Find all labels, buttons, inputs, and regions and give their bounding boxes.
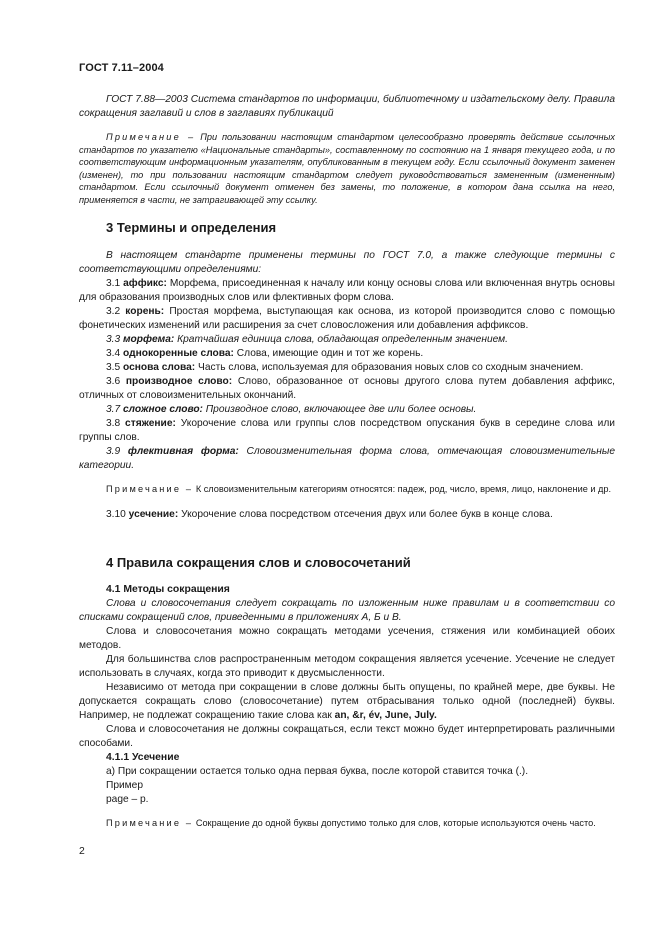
term-3-7: 3.7 сложное слово: Производное слово, включающее две или более основы.	[106, 404, 477, 415]
term-3-5: 3.5 основа слова: Часть слова, используемая для образования новых слов со сходным значением.	[106, 362, 584, 373]
paragraph: Слова и словосочетания не должны сокращаться, если текст можно будет интерпретировать различными способами.	[79, 724, 615, 749]
note-label: Примечание –	[106, 484, 194, 494]
examples-bold: an, &r, év, June, July.	[334, 710, 437, 721]
example-label: Пример	[106, 780, 144, 791]
term-3-1: 3.1 аффикс: Морфема, присоединенная к началу или концу основы слова или включенная внутрь основы для образования производных слов или флективных форм слова.	[79, 278, 615, 303]
note-text: При пользовании настоящим стандартом целесообразно проверять действие ссылочных стандартов по указателю «Национальные стандарты», составленному по состоянию на 1 января текущего года, и по соответствующим информационным указателям, опубликованным в текущем году. Если ссылочный документ заменен (изменен), то при пользовании настоящим стандартом следует руководствоваться замененным (измененным) стандартом. Если ссылочный документ отменен без замены, то положение, в котором дана ссылка на него, применяется в части, не затрагивающей эту ссылку.	[79, 132, 615, 205]
normative-references	[79, 93, 615, 207]
section-4-title: 4 Правила сокращения слов и словосочетаний	[106, 555, 411, 570]
term-3-6: 3.6 производное слово: Слово, образованное от основы другого слова путем добавления аффикс, отличных от словоизменительных окончаний.	[79, 376, 616, 401]
document-header: ГОСТ 7.11–2004	[79, 62, 164, 74]
paragraph: Для большинства слов распространенным методом сокращения является усечение. Усечение не следует использовать в случаях, когда это приводит к двусмысленности.	[79, 654, 615, 679]
page-number: 2	[79, 846, 85, 857]
section-3	[79, 220, 615, 522]
section-3-title: 3 Термины и определения	[106, 220, 277, 235]
reference-item: ГОСТ 7.88—2003 Система стандартов по информации, библиотечному и издательскому делу. Правила сокращения заглавий и слов в заглавиях публикаций	[79, 94, 615, 119]
section-4	[79, 555, 615, 830]
note-text: Сокращение до одной буквы допустимо только для слов, которые используются очень часто.	[195, 818, 596, 828]
term-3-2: 3.2 корень: Простая морфема, выступающая как основа, из которой производится слово с помощью фонетических изменений или расширения за счет словосложения или добавления аффиксов.	[79, 306, 615, 331]
note-label: Примечание –	[106, 132, 196, 142]
section-3-intro: В настоящем стандарте применены термины по ГОСТ 7.0, а также следующие термины с соответствующими определениями:	[79, 250, 615, 275]
paragraph: а) При сокращении остается только одна первая буква, после которой ставится точка (.).	[106, 766, 529, 777]
note-text: К словоизменительным категориям относятся: падеж, род, число, время, лицо, наклонение и др.	[195, 484, 612, 494]
paragraph: Независимо от метода при сокращении в слове должны быть опущены, по крайней мере, две буквы. Не допускается сокращать слово (словосочетание) путем отбрасывания только одной (последней) буквы. Например, не подлежат сокращению такие слова как an, &r, év, June, July.	[79, 682, 615, 721]
term-3-3: 3.3 морфема: Кратчайшая единица слова, обладающая определенным значением.	[106, 334, 508, 345]
term-3-10: 3.10 усечение: Укорочение слова посредством отсечения двух или более букв в конце слова.	[106, 508, 553, 520]
subsection-4-1-title: 4.1 Методы сокращения	[106, 584, 230, 595]
subsection-4-1-1-title: 4.1.1 Усечение	[106, 752, 180, 763]
truncation-note	[79, 817, 615, 830]
example-text: page – p.	[106, 794, 149, 805]
term-3-4: 3.4 однокоренные слова: Слова, имеющие один и тот же корень.	[106, 348, 424, 359]
term-3-8: 3.8 стяжение: Укорочение слова или группы слов посредством опускания букв в середине слова или группы слов.	[79, 418, 615, 443]
paragraph: Слова и словосочетания можно сокращать методами усечения, стяжения или комбинацией обоих методов.	[79, 626, 615, 651]
term-3-9: 3.9 флективная форма: Словоизменительная форма слова, отмечающая словоизменительные категории.	[79, 446, 615, 471]
references-note	[79, 131, 615, 207]
note-label: Примечание –	[106, 818, 194, 828]
terms-note	[79, 483, 615, 496]
paragraph: Слова и словосочетания следует сокращать по изложенным ниже правилам и в соответствии со списками сокращений слов, приведенными в приложениях А, Б и В.	[79, 598, 615, 623]
